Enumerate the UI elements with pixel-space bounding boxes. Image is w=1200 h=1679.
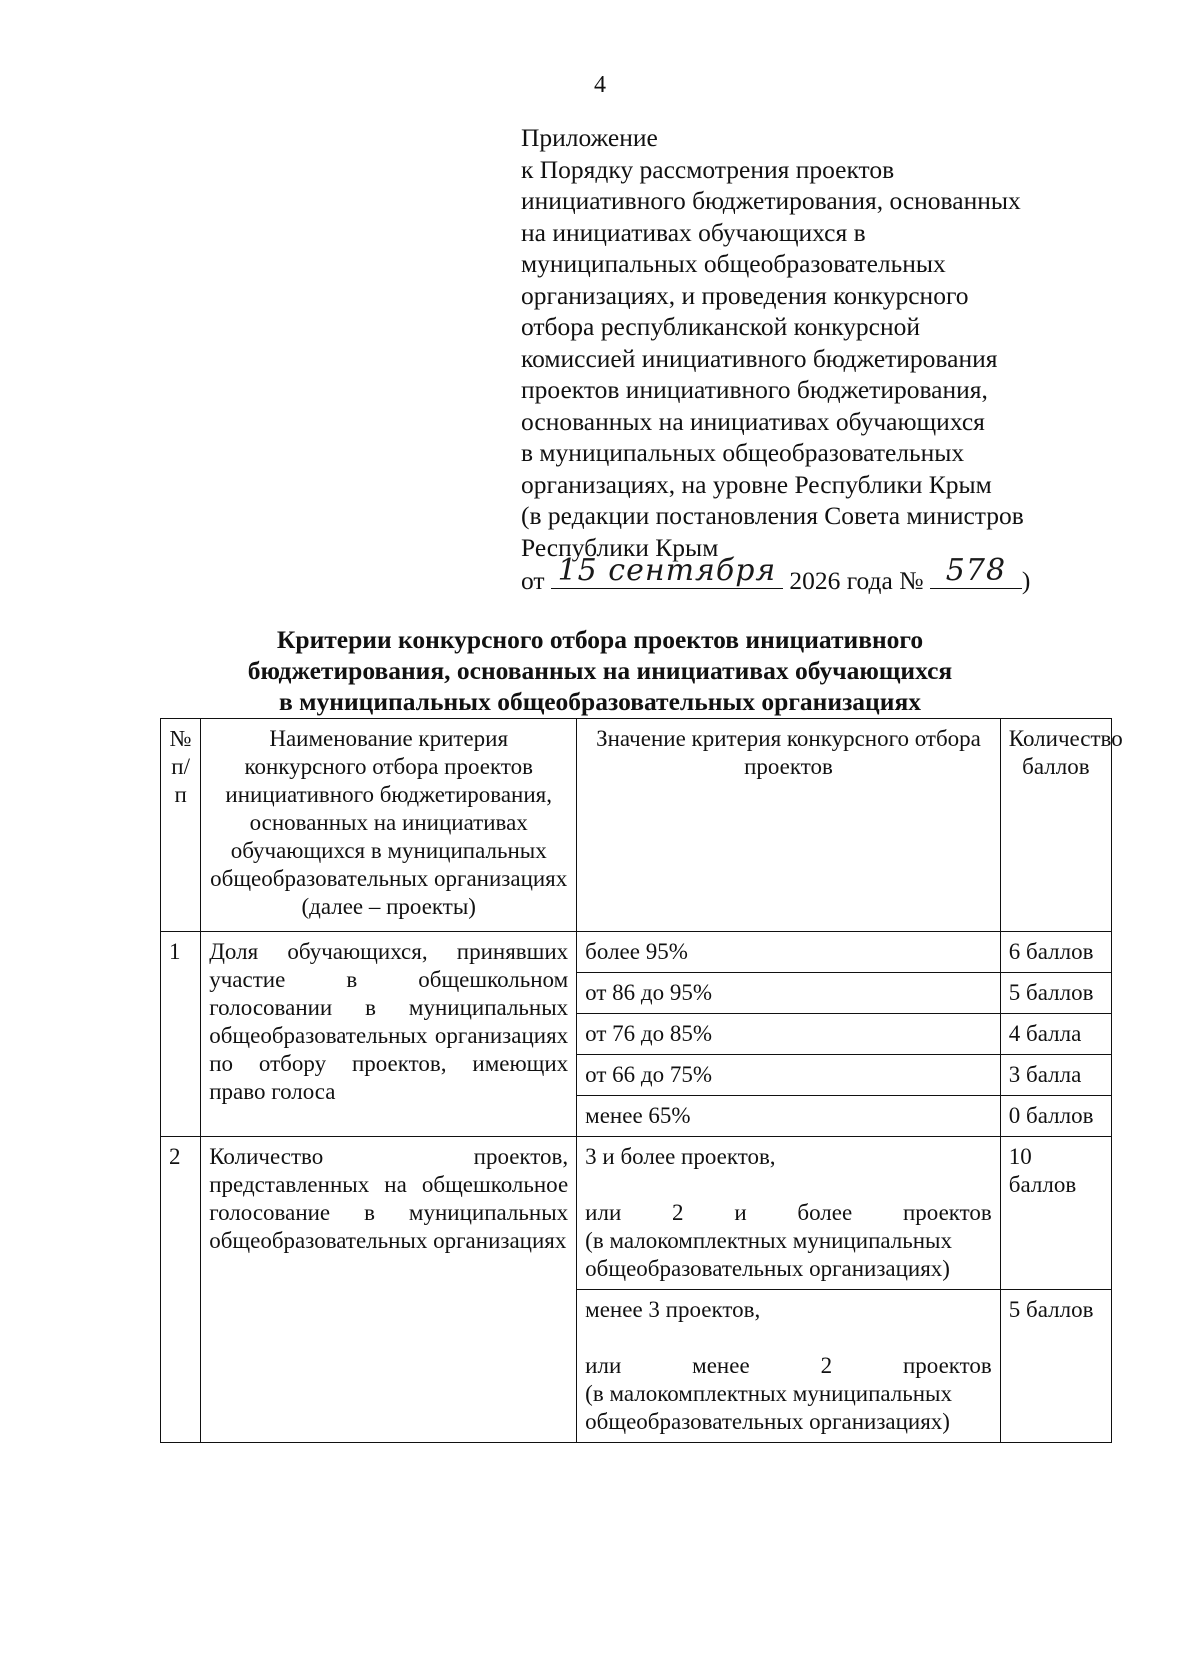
appendix-line: инициативного бюджетирования, основанных	[521, 186, 1021, 215]
row-number: 1	[161, 932, 201, 1137]
appendix-line: (в редакции постановления Совета министров	[521, 501, 1024, 530]
appendix-line: организациях, и проведения конкурсного	[521, 280, 969, 310]
criterion-value: менее 65%	[577, 1096, 1001, 1137]
row-number: 2	[161, 1137, 201, 1443]
header-score: Количество баллов	[1000, 719, 1111, 932]
criterion-value: от 76 до 85%	[577, 1014, 1001, 1055]
appendix-line: в муниципальных общеобразовательных	[521, 438, 965, 467]
appendix-line: комиссией инициативного бюджетирования	[521, 343, 998, 373]
criteria-table	[160, 718, 1123, 1443]
document-title	[200, 624, 1000, 717]
year-text: 2026 года №	[789, 566, 924, 595]
criterion-value: более 95%	[577, 932, 1001, 973]
number-blank	[930, 552, 1022, 589]
criterion-value-cell	[577, 1290, 1001, 1443]
appendix-line: на инициативах обучающихся в	[521, 217, 866, 247]
title-line: в муниципальных общеобразовательных организациях	[278, 687, 921, 716]
table-row	[161, 1137, 1112, 1290]
page-number: 4	[594, 72, 606, 98]
date-prefix: от	[521, 566, 545, 595]
criterion-score: 5 баллов	[1000, 973, 1111, 1014]
criterion-value-alt: или менее 2 проектов	[585, 1353, 992, 1378]
date-blank	[551, 552, 783, 589]
appendix-block	[521, 122, 1081, 563]
table-row	[161, 932, 1112, 973]
criterion-name: Количество проектов, представленных на общешкольное голосование в муниципальных общеобразовательных организациях	[201, 1137, 577, 1443]
appendix-line: отбора республиканской конкурсной	[521, 312, 921, 341]
header-num: № п/п	[161, 719, 201, 932]
appendix-line: Приложение	[521, 123, 658, 152]
criterion-value: менее 3 проектов,	[585, 1297, 761, 1322]
appendix-line: основанных на инициативах обучающихся	[521, 406, 985, 436]
criterion-score: 4 балла	[1000, 1014, 1111, 1055]
criterion-value: от 86 до 95%	[577, 973, 1001, 1014]
criterion-score: 6 баллов	[1000, 932, 1111, 973]
header-name: Наименование критерия конкурсного отбора проектов инициативного бюджетирования, основанных на инициативах обучающихся в муниципальных общеобразовательных организациях (далее – проекты)	[201, 719, 577, 932]
criterion-value: 3 и более проектов,	[585, 1144, 776, 1169]
title-line: бюджетирования, основанных на инициативах обучающихся	[247, 656, 953, 685]
criterion-score: 0 баллов	[1000, 1096, 1111, 1137]
appendix-line: организациях, на уровне Республики Крым	[521, 469, 992, 499]
header-value: Значение критерия конкурсного отбора проектов	[577, 719, 1001, 932]
appendix-line: к Порядку рассмотрения проектов	[521, 154, 895, 184]
resolution-date-line	[521, 552, 1081, 602]
criterion-score: 5 баллов	[1000, 1290, 1111, 1443]
handwritten-number: 578	[945, 552, 1007, 588]
criterion-value: от 66 до 75%	[577, 1055, 1001, 1096]
criterion-name: Доля обучающихся, принявших участие в общешкольном голосовании в муниципальных общеобразовательных организациях по отбору проектов, имеющих право голоса	[201, 932, 577, 1137]
appendix-line: Республики Крым	[521, 532, 719, 562]
title-line: Критерии конкурсного отбора проектов инициативного	[276, 625, 924, 654]
criterion-score: 3 балла	[1000, 1055, 1111, 1096]
criterion-score: 10 баллов	[1000, 1137, 1111, 1290]
criterion-value-note: (в малокомплектных муниципальных общеобразовательных организациях)	[585, 1228, 953, 1281]
appendix-line: муниципальных общеобразовательных	[521, 249, 946, 278]
handwritten-date: 15 сентября	[557, 552, 777, 588]
appendix-line: проектов инициативного бюджетирования,	[521, 375, 988, 404]
criterion-value-note: (в малокомплектных муниципальных общеобразовательных организациях)	[585, 1381, 953, 1434]
criterion-value-alt: или 2 и более проектов	[585, 1200, 992, 1225]
criterion-value-cell	[577, 1137, 1001, 1290]
table-header-row	[161, 719, 1112, 932]
closing-paren: )	[1021, 566, 1031, 595]
